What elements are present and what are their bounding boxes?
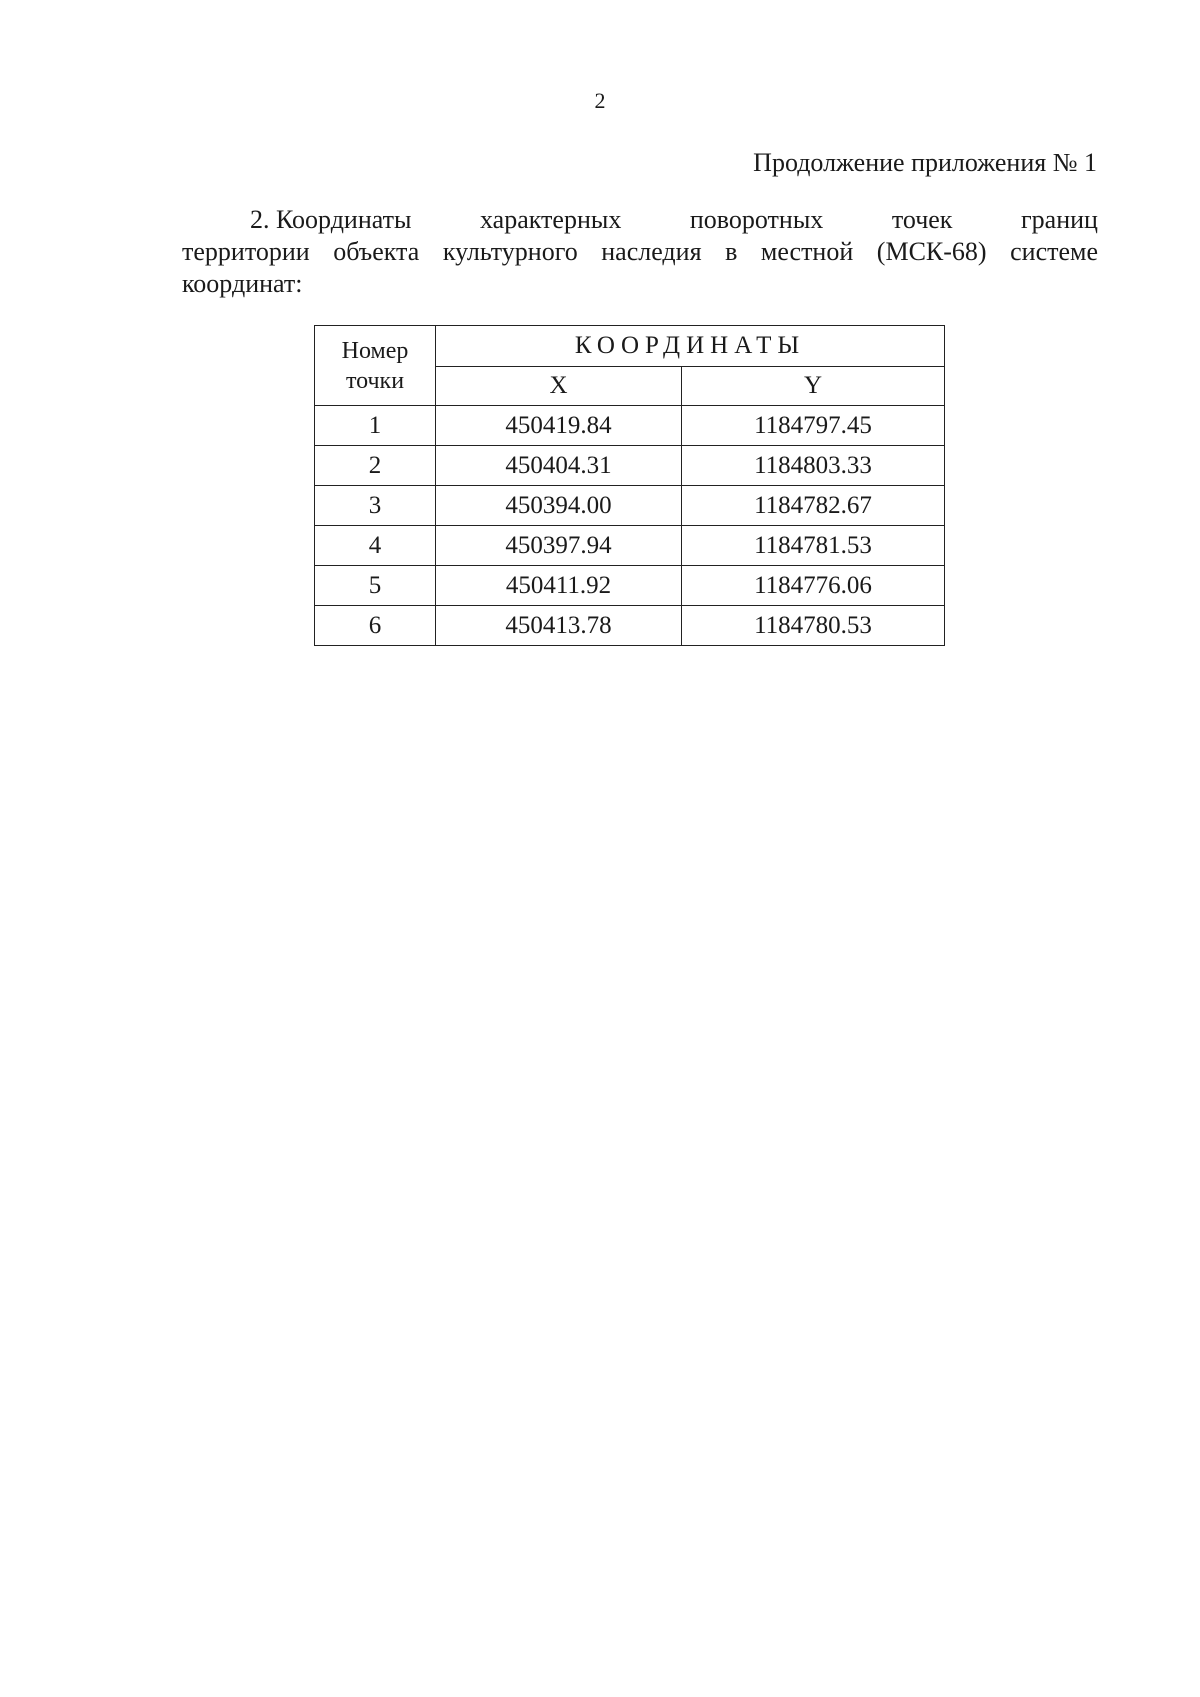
table-row [315,526,945,566]
page-number: 2 [594,88,606,113]
intro-line-3: координат: [182,269,303,298]
intro-line-2 [182,236,1098,268]
intro-word: наследия [601,237,702,266]
cell-point-number: 6 [315,606,436,646]
intro-word: системе [1010,237,1098,266]
cell-point-number: 1 [315,406,436,446]
header-point-line2: точки [345,367,405,394]
intro-word: культурного [442,237,578,266]
cell-y: 1184803.33 [682,446,945,486]
cell-y: 1184797.45 [682,406,945,446]
cell-x: 450397.94 [436,526,682,566]
intro-word: объекта [333,237,420,266]
intro-line-1 [182,204,1098,236]
intro-word: территории [182,237,310,266]
cell-y: 1184776.06 [682,566,945,606]
intro-word: местной [760,237,854,266]
intro-paragraph [182,204,1098,300]
coordinates-table [314,325,945,646]
intro-word: 2. Координаты [250,205,412,234]
cell-y: 1184781.53 [682,526,945,566]
cell-x: 450419.84 [436,406,682,446]
header-y: Y [682,367,945,406]
header-point-number [315,326,436,406]
table-row [315,406,945,446]
cell-x: 450413.78 [436,606,682,646]
header-point-line1: Номер [341,337,409,364]
intro-word: границ [1021,205,1098,234]
cell-x: 450394.00 [436,486,682,526]
table-row [315,566,945,606]
cell-point-number: 3 [315,486,436,526]
header-x: X [436,367,682,406]
cell-y: 1184782.67 [682,486,945,526]
intro-word: (МСК-68) [876,237,987,266]
table-row [315,606,945,646]
cell-point-number: 2 [315,446,436,486]
cell-point-number: 5 [315,566,436,606]
table-row [315,446,945,486]
intro-word: в [725,237,738,266]
intro-word: поворотных [689,205,824,234]
header-coordinates: КООРДИНАТЫ [436,326,945,367]
cell-y: 1184780.53 [682,606,945,646]
intro-word: точек [891,205,953,234]
table-row [315,486,945,526]
cell-point-number: 4 [315,526,436,566]
intro-word: характерных [480,205,622,234]
cell-x: 450411.92 [436,566,682,606]
cell-x: 450404.31 [436,446,682,486]
appendix-label: Продолжение приложения № 1 [753,148,1097,177]
